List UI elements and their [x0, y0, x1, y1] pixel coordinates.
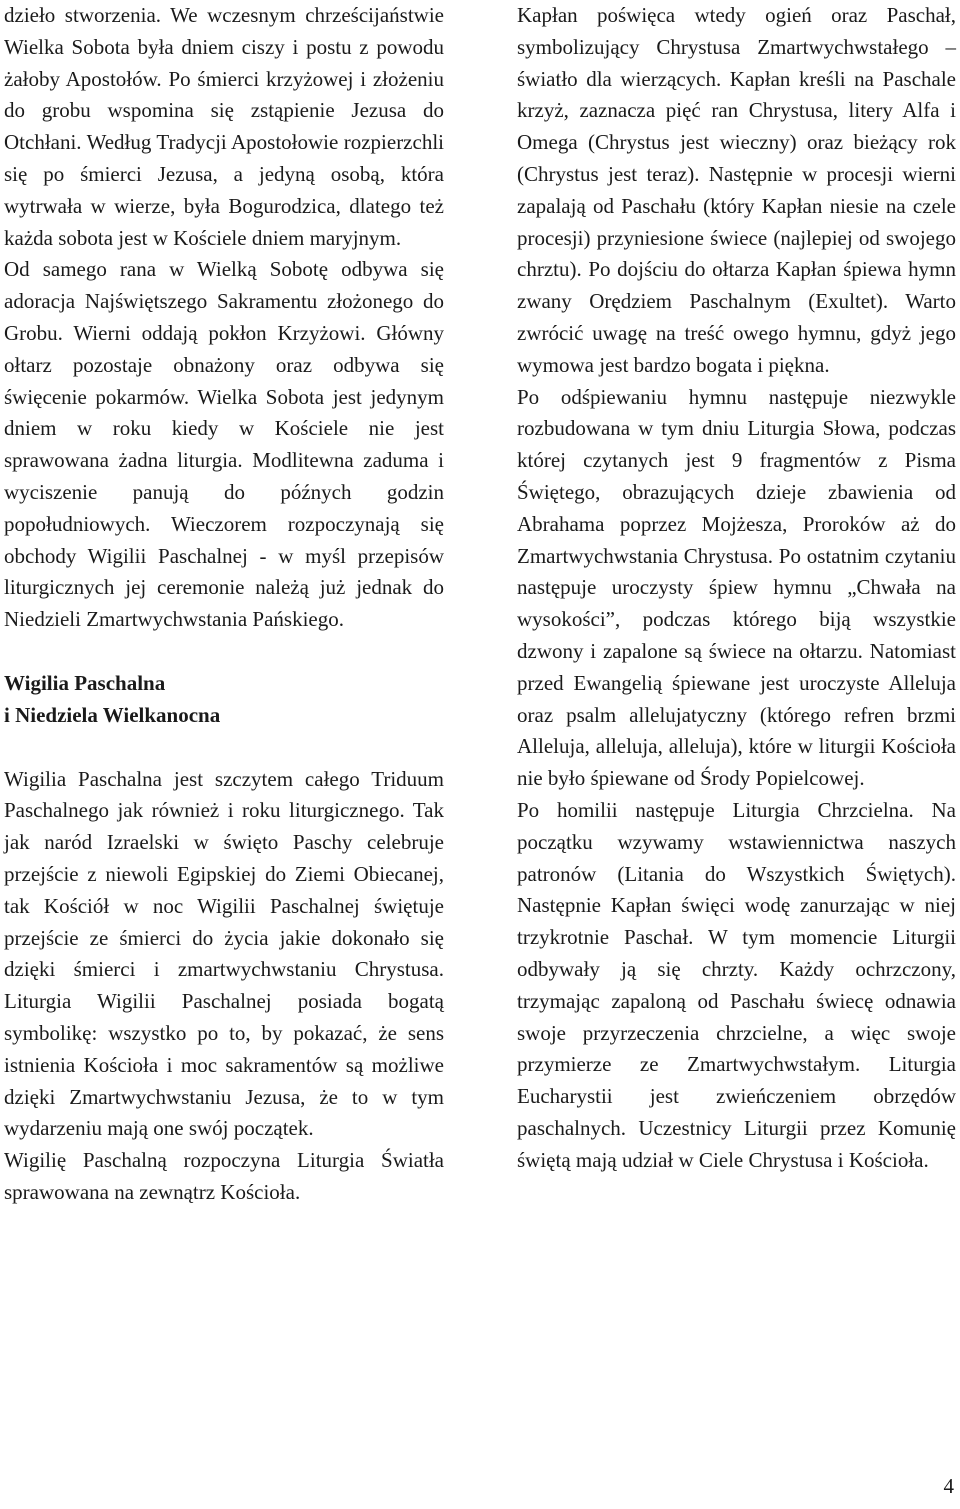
paragraph-left-2: Od samego rana w Wielką Sobotę odbywa się adoracja Najświętszego Sakramentu złożonego do Grobu. Wierni oddają pokłon Krzyżowi. Główny ołtarz pozostaje obnażony oraz odbywa się święcenie pokarmów. Wielka Sobota jest jedynym dniem w roku kiedy w Kościele nie jest sprawowana żadna liturgia. Modlitewna zaduma i wyciszenie panują do późnych godzin popołudniowych. Wieczorem rozpoczynają się obchody Wigilii Paschalnej - w myśl przepisów liturgicznych jej ceremonie należą już jednak do Niedzieli Zmartwychwstania Pańskiego.: [4, 257, 444, 632]
paragraph-left-1: dzieło stworzenia. We wczesnym chrześcijaństwie Wielka Sobota była dniem ciszy i postu z powodu żałoby Apostołów. Po śmierci krzyżowej i złożeniu do grobu wspomina się zstąpienie Jezusa do Otchłani. Według Tradycji Apostołowie rozpierzchli się po śmierci Jezusa, a jedyną osobą, która wytrwała w wierze, była Bogurodzica, dlatego też każda sobota jest w Kościele dniem maryjnym.: [4, 3, 444, 250]
left-column: [4, 0, 444, 1209]
paragraph-right-1: Kapłan poświęca wtedy ogień oraz Paschał, symbolizujący Chrystusa Zmartwychwstałego – światło dla wierzących. Kapłan kreśli na Paschale krzyż, zaznacza pięć ran Chrystusa, litery Alfa i Omega (Chrystus jest wieczny) oraz bieżący rok (Chrystus jest teraz). Następnie w procesji wierni zapalają od Paschału (który Kapłan niesie na czele procesji) przyniesione świece (najlepiej od swojego chrztu). Po dojściu do ołtarza Kapłan śpiewa hymn zwany Orędziem Paschalnym (Exultet). Warto zwrócić uwagę na treść owego hymnu, gdyż jego wymowa jest bardzo bogata i piękna.: [517, 3, 956, 377]
section-heading-line-1: Wigilia Paschalna: [4, 670, 166, 695]
page-number: 4: [943, 1474, 954, 1498]
section-heading: [4, 668, 444, 732]
paragraph-right-2: Po odśpiewaniu hymnu następuje niezwykle rozbudowana w tym dniu Liturgia Słowa, podczas której czytanych jest 9 fragmentów z Pisma Świętego, obrazujących dzieje zbawienia od Abrahama poprzez Mojżesza, Proroków aż do Zmartwychwstania Chrystusa. Po ostatnim czytaniu następuje uroczysty śpiew hymnu „Chwała na wysokości”, podczas którego biją wszystkie dzwony i zapalone są świece na ołtarzu. Natomiast przed Ewangelią śpiewane jest uroczyste Alleluja oraz psalm allelujatyczny (którego refren brzmi Alleluja, alleluja, alleluja), które w liturgii Kościoła nie było śpiewane od Środy Popielcowej.: [517, 384, 956, 791]
right-column: [517, 0, 956, 1176]
paragraph-left-4: Wigilię Paschalną rozpoczyna Liturgia Światła sprawowana na zewnątrz Kościoła.: [4, 1148, 444, 1204]
paragraph-right-3: Po homilii następuje Liturgia Chrzcielna. Na początku wzywamy wstawiennictwa naszych patronów (Litania do Wszystkich Świętych). Następnie Kapłan święci wodę zanurzając w niej trzykrotnie Paschał. W tym momencie Liturgii odbywały ją się chrzty. Każdy ochrzczony, trzymając zapaloną od Paschału świecę odnawia swoje przyrzeczenia chrzcielne, a więc swoje przymierze ze Zmartwychwstałym. Liturgia Eucharystii jest zwieńczeniem obrzędów paschalnych. Uczestnicy Liturgii przez Komunię świętą mają udział w Ciele Chrystusa i Kościoła.: [517, 797, 956, 1172]
section-heading-line-2: i Niedziela Wielkanocna: [4, 702, 221, 727]
paragraph-left-3: Wigilia Paschalna jest szczytem całego Triduum Paschalnego jak również i roku liturgicznego. Tak jak naród Izraelski w święto Paschy celebruje przejście z niewoli Egipskiej do Ziemi Obiecanej, tak Kościół w noc Wigilii Paschalnej świętuje przejście ze śmierci do życia jakie dokonało się dzięki śmierci i zmartwychwstaniu Chrystusa. Liturgia Wigilii Paschalnej posiada bogatą symbolikę: wszystko po to, by pokazać, że sens istnienia Kościoła i moc sakramentów są możliwe dzięki Zmartwychwstaniu Jezusa, że to w tym wydarzeniu mają one swój początek.: [4, 766, 444, 1141]
